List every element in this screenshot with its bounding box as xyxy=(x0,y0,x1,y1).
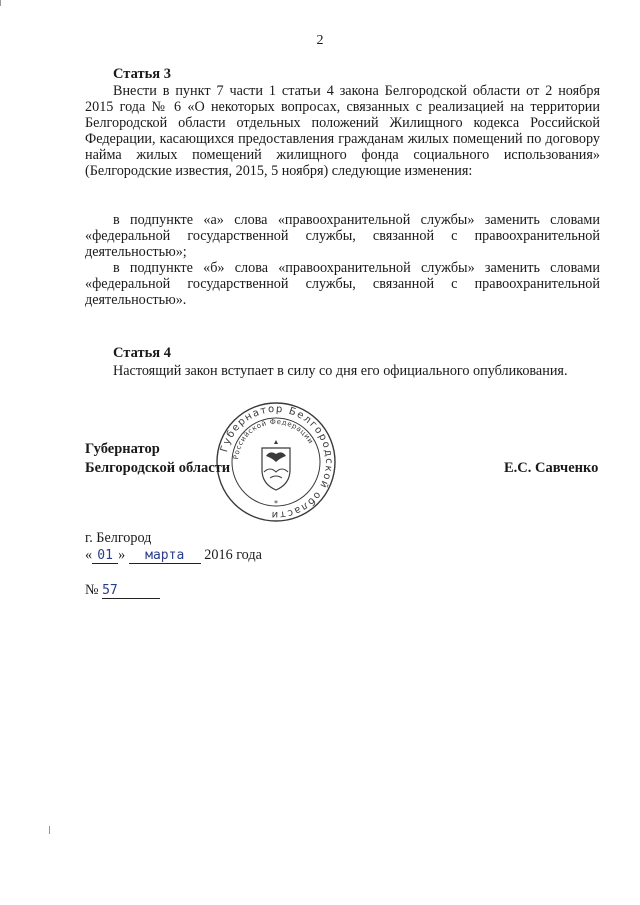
svg-text:*: * xyxy=(274,499,278,508)
signatory-title-line1: Губернатор xyxy=(85,441,160,457)
seal-ring-text: Губернатор Белгородской области xyxy=(219,403,335,521)
law-number xyxy=(85,582,160,599)
seal-inner-text: Российской Федерации xyxy=(232,417,315,460)
article-3-item-b: в подпункте «б» слова «правоохранительной службы» заменить словами «федеральной государственной службы, связанной с правоохранительной деятельностью». xyxy=(85,260,600,308)
date-day: 01 xyxy=(92,548,118,564)
article-4-heading: Статья 4 xyxy=(113,345,171,361)
article-3-item-a: в подпункте «а» слова «правоохранительной службы» заменить словами «федеральной государственной службы, связанной с правоохранительной деятельностью»; xyxy=(85,212,600,260)
date-month: марта xyxy=(129,548,201,564)
official-seal xyxy=(214,400,338,524)
signatory-name: Е.С. Савченко xyxy=(504,460,599,476)
number-label: № xyxy=(85,582,99,598)
coat-of-arms-icon xyxy=(262,440,290,490)
date-year: 2016 года xyxy=(204,547,262,563)
signing-date xyxy=(85,547,262,564)
article-4-text: Настоящий закон вступает в силу со дня его официального опубликования. xyxy=(113,363,568,379)
article-3-heading: Статья 3 xyxy=(113,66,171,82)
scan-mark-bottom xyxy=(49,826,50,834)
date-close-quote: » xyxy=(118,547,126,563)
date-open-quote: « xyxy=(85,547,93,563)
page-number: 2 xyxy=(316,33,324,48)
signatory-title-line2: Белгородской области xyxy=(85,460,231,476)
article-3-intro: Внести в пункт 7 части 1 статьи 4 закона Белгородской области от 2 ноября 2015 года № 6 «О некоторых вопросах, связанных с реализацией на территории Белгородской области отдельных положений Жилищного кодекса Российской Федерации, касающихся предоставления гражданам жилых помещений по договору найма жилых помещений жилищного фонда социального использования» (Белгородские известия, 2015, 5 ноября) следующие изменения: xyxy=(85,83,600,179)
scan-mark xyxy=(0,0,7,6)
number-value: 57 xyxy=(102,583,160,599)
city: г. Белгород xyxy=(85,530,152,546)
